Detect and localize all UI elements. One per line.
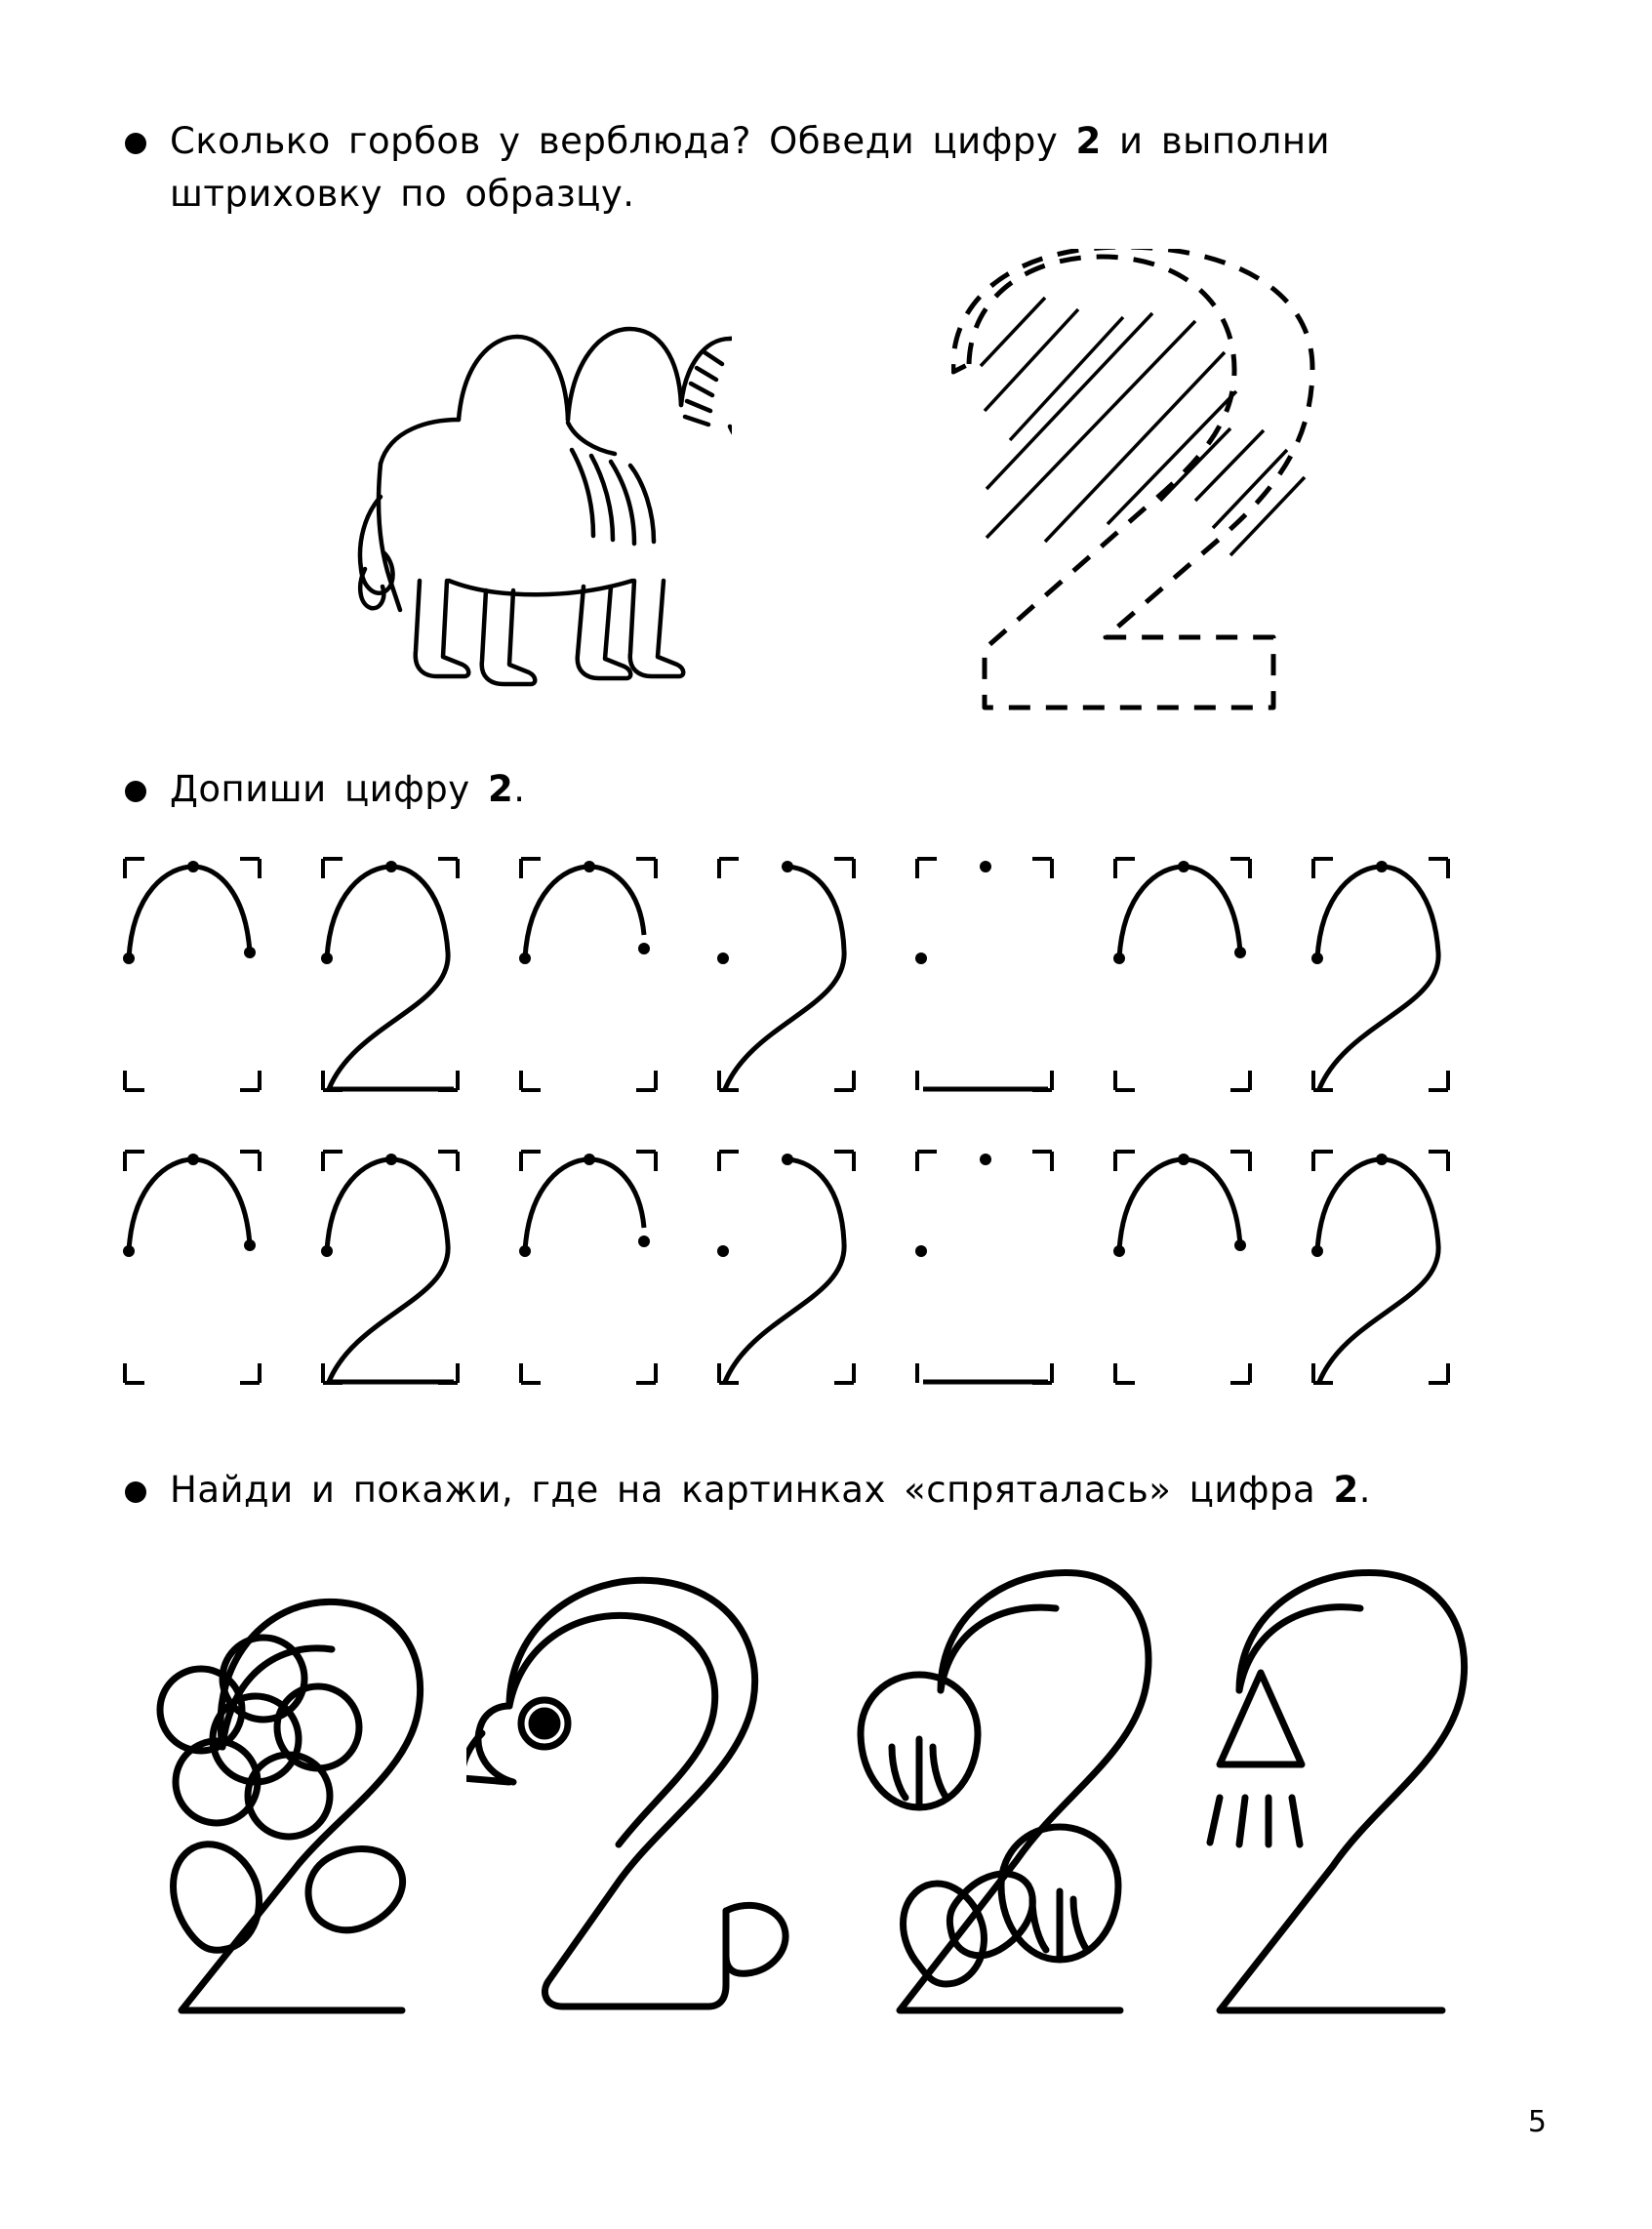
task-write-digit: [125, 763, 1101, 816]
practice-cell[interactable]: [713, 1144, 860, 1391]
task-text: [170, 1464, 1371, 1517]
page-number: 5: [1527, 2105, 1547, 2139]
practice-row: [119, 851, 1454, 1098]
practice-cell[interactable]: [515, 851, 662, 1098]
practice-cell[interactable]: [1308, 1144, 1454, 1391]
practice-cell[interactable]: [1109, 851, 1256, 1098]
flower-digit-2-illustration: [107, 1552, 439, 2073]
practice-cell[interactable]: [119, 851, 265, 1098]
practice-row: [119, 1144, 1454, 1391]
practice-cell[interactable]: [1109, 1144, 1256, 1391]
swan-digit-2-illustration: [466, 1552, 798, 2073]
task-digit: 2: [1075, 120, 1102, 162]
task-text-part1: Сколько горбов у верблюда? Обведи цифру: [170, 120, 1076, 162]
snowdrop-digit-2-illustration: [826, 1552, 1157, 2073]
task-text-part2: .: [513, 768, 526, 810]
practice-cell[interactable]: [317, 851, 463, 1098]
task-count-humps: [125, 115, 1520, 220]
practice-cell[interactable]: [515, 1144, 662, 1391]
bullet-dot-icon: [125, 1481, 146, 1503]
practice-cell[interactable]: [119, 1144, 265, 1391]
camel-illustration: [322, 259, 732, 692]
task-digit: 2: [1333, 1469, 1359, 1511]
bullet-dot-icon: [125, 781, 146, 802]
task-text-part1: Допиши цифру: [170, 768, 488, 810]
task-find-hidden-digit: [125, 1464, 1491, 1517]
task-text-part2: .: [1358, 1469, 1371, 1511]
practice-cell[interactable]: [911, 851, 1058, 1098]
task-text: [170, 115, 1520, 220]
task-text: [170, 763, 525, 816]
practice-cell[interactable]: [911, 1144, 1058, 1391]
task-text-part1: Найди и покажи, где на картинках «спряталась» цифра: [170, 1469, 1334, 1511]
practice-cell[interactable]: [713, 851, 860, 1098]
task-digit: 2: [487, 768, 514, 810]
bullet-dot-icon: [125, 133, 146, 154]
lamp-digit-2-illustration: [1185, 1552, 1516, 2073]
practice-cell[interactable]: [1308, 851, 1454, 1098]
practice-cell[interactable]: [317, 1144, 463, 1391]
dashed-outline-digit-2: [951, 249, 1342, 721]
hidden-digit-pictures: [107, 1552, 1516, 2073]
task-text-part2: и выполни штриховку по образцу.: [170, 120, 1331, 215]
